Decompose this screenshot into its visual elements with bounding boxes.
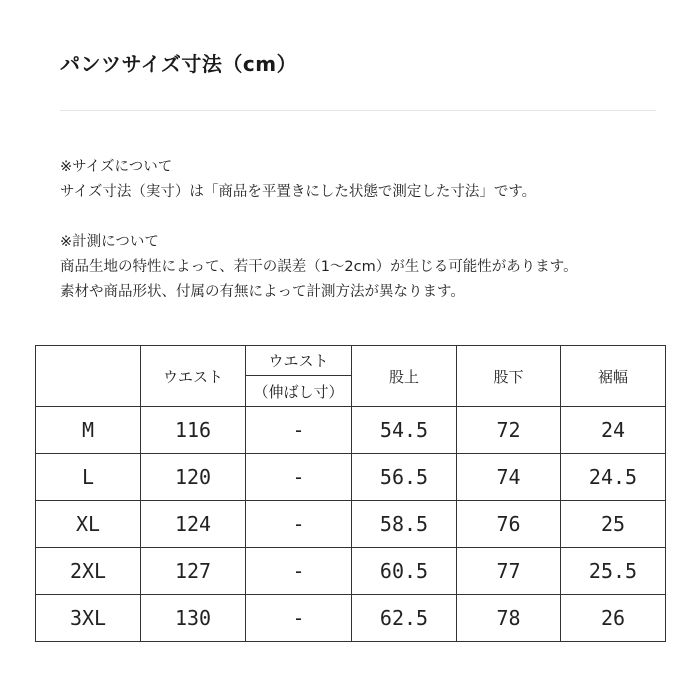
cell-rise: 62.5 xyxy=(352,595,457,642)
header-size xyxy=(36,346,141,407)
cell-size: M xyxy=(36,407,141,454)
cell-hem: 26 xyxy=(561,595,666,642)
measure-notes-body-1: 商品生地の特性によって、若干の誤差（1～2cm）が生じる可能性があります。 xyxy=(60,259,578,275)
cell-inseam: 77 xyxy=(457,548,561,595)
title-divider xyxy=(60,110,656,111)
cell-rise: 54.5 xyxy=(352,407,457,454)
table-row xyxy=(36,454,666,501)
cell-rise: 60.5 xyxy=(352,548,457,595)
cell-waist-stretch: - xyxy=(246,454,352,501)
cell-rise: 56.5 xyxy=(352,454,457,501)
cell-waist-stretch: - xyxy=(246,407,352,454)
measure-notes-heading: ※計測について xyxy=(60,234,159,250)
cell-inseam: 74 xyxy=(457,454,561,501)
cell-waist-stretch: - xyxy=(246,548,352,595)
header-waist-stretch-sub: （伸ばし寸） xyxy=(246,376,352,407)
cell-rise: 58.5 xyxy=(352,501,457,548)
cell-waist-stretch: - xyxy=(246,595,352,642)
table-header-row xyxy=(36,346,666,376)
cell-hem: 25 xyxy=(561,501,666,548)
cell-hem: 25.5 xyxy=(561,548,666,595)
header-waist: ウエスト xyxy=(141,346,246,407)
table-row xyxy=(36,595,666,642)
measure-notes-body-2: 素材や商品形状、付属の有無によって計測方法が異なります。 xyxy=(60,284,465,300)
cell-size: XL xyxy=(36,501,141,548)
size-notes-body: サイズ寸法（実寸）は「商品を平置きにした状態で測定した寸法」です。 xyxy=(60,184,537,200)
header-rise: 股上 xyxy=(352,346,457,407)
table-row xyxy=(36,501,666,548)
cell-inseam: 72 xyxy=(457,407,561,454)
page-title: パンツサイズ寸法（cm） xyxy=(60,52,298,76)
cell-waist: 116 xyxy=(141,407,246,454)
cell-waist: 130 xyxy=(141,595,246,642)
cell-size: 3XL xyxy=(36,595,141,642)
size-notes xyxy=(60,155,536,205)
cell-waist: 127 xyxy=(141,548,246,595)
table-row xyxy=(36,548,666,595)
measure-notes xyxy=(60,230,578,305)
header-inseam: 股下 xyxy=(457,346,561,407)
cell-waist-stretch: - xyxy=(246,501,352,548)
cell-inseam: 76 xyxy=(457,501,561,548)
size-notes-heading: ※サイズについて xyxy=(60,159,173,175)
cell-hem: 24 xyxy=(561,407,666,454)
cell-waist: 120 xyxy=(141,454,246,501)
header-hem: 裾幅 xyxy=(561,346,666,407)
size-table xyxy=(35,345,666,642)
table-row xyxy=(36,407,666,454)
cell-inseam: 78 xyxy=(457,595,561,642)
cell-waist: 124 xyxy=(141,501,246,548)
header-waist-stretch: ウエスト xyxy=(246,346,352,376)
cell-hem: 24.5 xyxy=(561,454,666,501)
cell-size: L xyxy=(36,454,141,501)
cell-size: 2XL xyxy=(36,548,141,595)
